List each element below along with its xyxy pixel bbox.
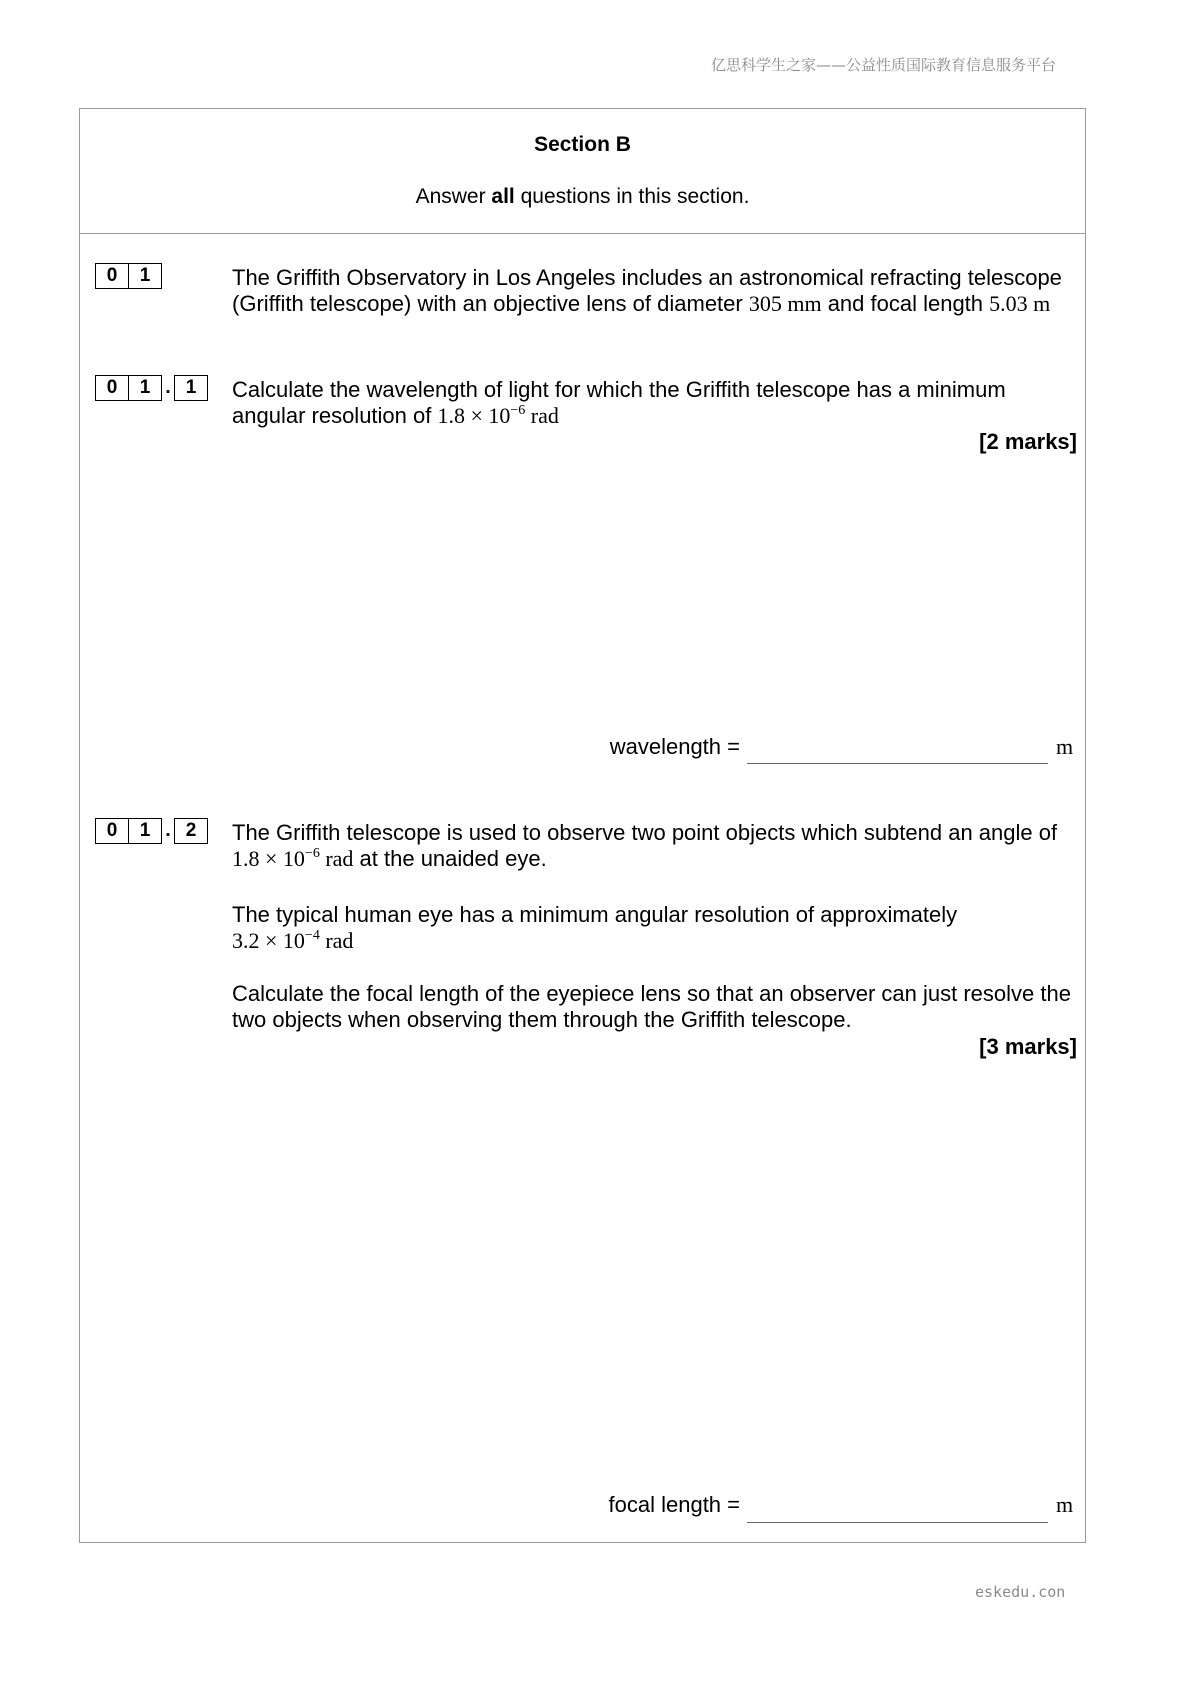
- question-number-01-2: [95, 818, 208, 844]
- objective-focal-length-value: 5.03 m: [989, 291, 1051, 316]
- q01-2-para2-line-2: [232, 928, 353, 958]
- focal-length-answer-label: focal length =: [608, 1492, 740, 1517]
- q01-intro-line-2: [232, 291, 1050, 317]
- question-number-separator: .: [165, 377, 171, 398]
- focal-length-answer-line: [747, 1522, 1048, 1523]
- resolution-exponent: −6: [510, 403, 526, 418]
- question-number-01: [95, 263, 162, 289]
- question-number-digit: 2: [174, 818, 208, 844]
- subtended-angle-mantissa: 1.8 × 10: [232, 846, 305, 871]
- q01-2-para3-line-1: Calculate the focal length of the eyepiece lens so that an observer can just resolve the: [232, 981, 1071, 1006]
- subtended-angle-exponent: −6: [304, 846, 320, 861]
- question-number-digit: 0: [95, 818, 129, 844]
- focal-length-answer-unit: m: [1056, 1492, 1074, 1517]
- question-number-digit: 0: [95, 263, 129, 289]
- question-number-digit: 1: [128, 263, 162, 289]
- question-number-01-1: [95, 375, 208, 401]
- footer-site-text: eskedu.con: [975, 1583, 1066, 1601]
- q01-1-text: angular resolution of: [232, 403, 438, 428]
- eye-resolution-unit: rad: [319, 928, 354, 953]
- q01-1-marks: [2 marks]: [979, 429, 1077, 454]
- question-number-digit: 1: [128, 818, 162, 844]
- q01-1-line-2: [232, 403, 559, 433]
- section-instruction: [79, 184, 1086, 210]
- resolution-mantissa: 1.8 × 10: [437, 403, 511, 428]
- wavelength-answer-label: wavelength =: [609, 734, 740, 759]
- wavelength-answer-line: [747, 763, 1048, 764]
- eye-resolution-mantissa: 3.2 × 10: [232, 928, 305, 953]
- question-number-digit: 0: [95, 375, 129, 401]
- q01-intro-text: (Griffith telescope) with an objective lens of diameter: [232, 291, 749, 316]
- instruction-text-start: Answer: [415, 185, 492, 208]
- subtended-angle-unit: rad: [319, 846, 354, 871]
- q01-intro-line-1: The Griffith Observatory in Los Angeles includes an astronomical refracting telescope: [232, 265, 1062, 290]
- q01-2-para1-line-2: [232, 846, 547, 876]
- q01-2-text: at the unaided eye.: [353, 846, 547, 871]
- question-number-separator: .: [165, 820, 171, 841]
- wavelength-answer-unit: m: [1056, 734, 1074, 759]
- q01-1-line-1: Calculate the wavelength of light for which the Griffith telescope has a minimum: [232, 377, 1006, 402]
- q01-2-marks: [3 marks]: [979, 1034, 1077, 1059]
- question-number-digit: 1: [128, 375, 162, 401]
- eye-resolution-exponent: −4: [304, 928, 320, 943]
- instruction-text-end: questions in this section.: [514, 185, 750, 208]
- section-divider: [79, 233, 1086, 234]
- objective-diameter-value: 305 mm: [748, 291, 822, 316]
- q01-2-para1-line-1: The Griffith telescope is used to observe two point objects which subtend an angle of: [232, 820, 1058, 845]
- section-title: Section B: [534, 133, 631, 156]
- q01-intro-text: and focal length: [821, 291, 990, 316]
- header-watermark: 亿思科学生之家——公益性质国际教育信息服务平台: [710, 56, 1056, 74]
- q01-2-para2-line-1: The typical human eye has a minimum angular resolution of approximately: [232, 902, 958, 927]
- instruction-emphasis: all: [491, 185, 515, 208]
- resolution-unit: rad: [525, 403, 559, 428]
- q01-2-para3-line-2: two objects when observing them through the Griffith telescope.: [232, 1007, 852, 1032]
- question-number-digit: 1: [174, 375, 208, 401]
